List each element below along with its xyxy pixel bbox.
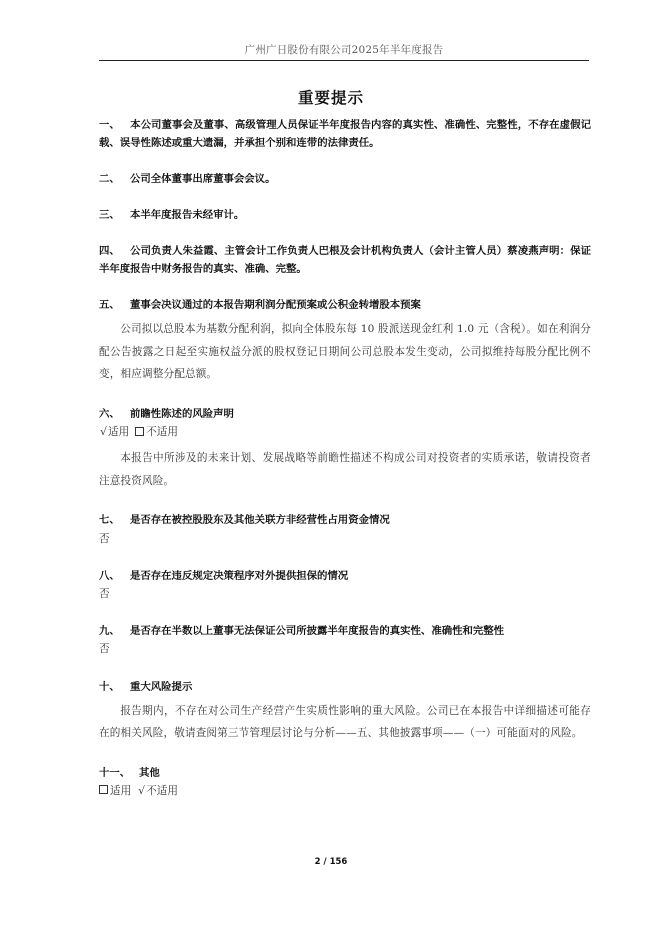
option-not-applicable-label: 不适用: [146, 784, 178, 797]
section-5-heading: [99, 296, 591, 314]
section-6-options: [99, 423, 591, 441]
section-11-title: 其他: [139, 766, 160, 779]
section-10-title: 重大风险提示: [130, 680, 193, 693]
section-2-heading: [99, 170, 591, 188]
section-9-title: 是否存在半数以上董事无法保证公司所披露半年度报告的真实性、准确性和完整性: [130, 625, 505, 638]
section-10-heading: [99, 678, 591, 696]
section-11-number: 十一、: [99, 766, 131, 779]
section-7-title: 是否存在被控股股东及其他关联方非经营性占用资金情况: [130, 514, 390, 527]
check-mark-icon: √: [138, 784, 146, 797]
section-1-heading: [99, 116, 591, 152]
section-10-body: 报告期内，不存在对公司生产经营产生实质性影响的重大风险。公司已在本报告中详细描述可能存在的相关风险，敬请查阅第三节管理层讨论与分析——五、其他披露事项——（一）可能面对的风险。: [99, 704, 591, 740]
empty-checkbox-icon: [135, 427, 144, 436]
section-7-number: 七、: [99, 514, 120, 527]
section-5-title: 董事会决议通过的本报告期利润分配预案或公积金转增股本预案: [130, 299, 421, 312]
option-applicable-label: 适用: [108, 426, 130, 439]
section-3-number: 三、: [99, 208, 120, 221]
section-6-title: 前瞻性陈述的风险声明: [130, 407, 234, 420]
header-rule: [99, 60, 589, 61]
section-4-title: 公司负责人朱益霞、主管会计工作负责人巴根及会计机构负责人（会计主管人员）蔡凌燕声明：保证半年度报告中财务报告的真实、准确、完整。: [99, 244, 591, 276]
section-9-heading: [99, 622, 591, 640]
option-not-applicable-label: 不适用: [146, 426, 178, 439]
section-7-answer: 否: [99, 532, 110, 545]
section-8-number: 八、: [99, 569, 120, 582]
empty-checkbox-icon: [99, 785, 108, 794]
section-6-number: 六、: [99, 407, 120, 420]
section-7-heading: [99, 511, 591, 529]
page-header: 广州广日股份有限公司2025年半年度报告: [244, 44, 444, 56]
section-4-heading: [99, 242, 591, 278]
section-8-heading: [99, 567, 591, 585]
page-number: 2 / 156: [314, 857, 348, 867]
section-10-number: 十、: [99, 680, 120, 693]
document-body: [99, 116, 591, 800]
section-9-number: 九、: [99, 625, 120, 638]
section-6-body: 本报告中所涉及的未来计划、发展战略等前瞻性描述不构成公司对投资者的实质承诺，敬请投资者注意投资风险。: [99, 452, 591, 487]
section-11-heading: [99, 764, 591, 782]
section-5-number: 五、: [99, 299, 120, 312]
option-applicable-label: 适用: [110, 784, 132, 797]
section-8-answer: 否: [99, 587, 110, 600]
document-title: 重要提示: [297, 88, 364, 107]
section-1-number: 一、: [99, 119, 120, 131]
section-8-title: 是否存在违反规定决策程序对外提供担保的情况: [130, 569, 349, 582]
section-5-body: 公司拟以总股本为基数分配利润，拟向全体股东每 10 股派送现金红利 1.0 元（含税）。如在利润分配公告披露之日起至实施权益分派的股权登记日期间公司总股本发生变动，公司拟维持每股分配比例不变，相应调整分配总额。: [99, 323, 591, 381]
section-2-title: 公司全体董事出席董事会会议。: [130, 173, 276, 186]
section-11-options: [99, 782, 591, 800]
section-3-heading: [99, 206, 591, 224]
section-3-title: 本半年度报告未经审计。: [130, 208, 245, 221]
check-mark-icon: √: [100, 426, 107, 439]
section-2-number: 二、: [99, 173, 120, 186]
section-4-number: 四、: [99, 244, 120, 257]
section-1-title: 本公司董事会及董事、高级管理人员保证半年度报告内容的真实性、准确性、完整性，不存在虚假记载、误导性陈述或重大遗漏，并承担个别和连带的法律责任。: [99, 119, 591, 150]
section-6-heading: [99, 405, 591, 423]
section-9-answer: 否: [99, 643, 110, 656]
